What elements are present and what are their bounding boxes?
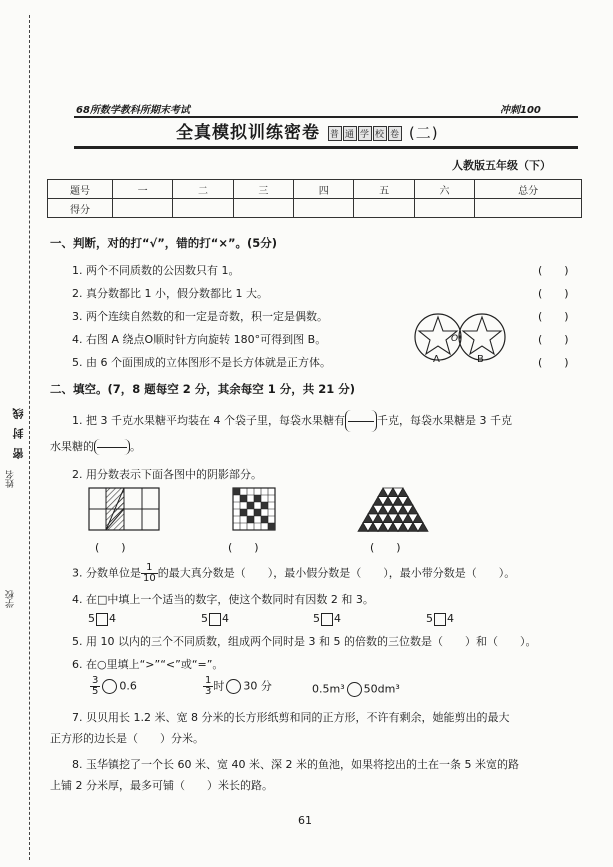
judge-item-2: 2. 真分数都比 1 小，假分数都比 1 大。 (72, 287, 268, 300)
header-cell: 五 (354, 180, 414, 199)
answer-paren-4[interactable]: ( ) (538, 333, 569, 346)
header-rule-bottom (74, 146, 578, 149)
q4-digit: 4 (334, 612, 341, 625)
figure-checker-grid (232, 487, 276, 531)
q4-digit: 4 (109, 612, 116, 625)
header-cell: 四 (294, 180, 354, 199)
q1-answer-frac-1[interactable] (345, 410, 377, 432)
fill-q1-line2 (50, 438, 141, 455)
fill-q2: 2. 用分数表示下面各图中的阴影部分。 (72, 468, 262, 481)
q4-digit: 4 (222, 612, 229, 625)
fill-q4: 4. 在□中填上一个适当的数字，使这个数同时有因数 2 和 3。 (72, 593, 374, 606)
header-cell: 题号 (48, 180, 113, 199)
q4-number-1 (88, 612, 116, 626)
score-cell[interactable] (475, 199, 582, 218)
q6-value-3: 0.5m³ (312, 682, 345, 696)
q6-frac1-den: 5 (92, 686, 99, 697)
figure-triangle-trapezoid (352, 486, 434, 532)
q4-number-3 (313, 612, 341, 626)
q4-box[interactable] (321, 613, 333, 626)
header-cell: 二 (173, 180, 233, 199)
answer-paren-5[interactable]: ( ) (538, 356, 569, 369)
q6-value-2: 30 分 (243, 679, 272, 693)
score-cell[interactable] (294, 199, 354, 218)
score-table-header-row (48, 180, 582, 199)
q6-value-4: 50dm³ (363, 682, 400, 696)
fill-q6: 6. 在○里填上“>”“<”或“=”。 (72, 658, 224, 671)
q4-digit: 5 (201, 612, 208, 625)
q1-answer-frac-2[interactable] (94, 439, 130, 455)
edition-label: 人教版五年级（下） (452, 159, 551, 172)
q1-text-d: 。 (130, 440, 141, 453)
seal-char-2: 封 (12, 428, 25, 439)
title-badge-4: 校 (373, 126, 387, 141)
q3-text-b: 的最大真分数是（ ），最小假分数是（ ），最小带分数是（ ）。 (157, 566, 516, 580)
q2-answer-1[interactable]: ( ) (95, 541, 126, 554)
binding-dashed-line (29, 15, 30, 860)
q3-text-a: 3. 分数单位是 (72, 566, 141, 580)
q3-fraction (141, 563, 158, 584)
q6-frac2-den: 3 (205, 686, 212, 697)
q1-text-c: 水果糖的 (50, 440, 94, 453)
answer-paren-1[interactable]: ( ) (538, 264, 569, 277)
fill-q7-line1: 7. 贝贝用长 1.2 米、宽 8 分米的长方形纸剪和同的正方形，不许有剩余，她能剪出的最大 (72, 711, 510, 724)
header-cell: 一 (113, 180, 173, 199)
q6-frac-1 (90, 676, 100, 697)
q6-frac2-num: 1 (205, 675, 212, 686)
fill-q8-line1: 8. 玉华镇挖了一个长 60 米、宽 40 米、深 2 米的鱼池，如果将挖出的土在一条 5 米宽的路 (72, 758, 519, 771)
score-cell[interactable] (414, 199, 474, 218)
rotating-stars-figure (412, 310, 508, 370)
series-title: 68所数学教科所期末考试 (76, 105, 190, 116)
score-table (47, 179, 582, 218)
seal-char-3: 密 (12, 448, 25, 459)
q6-value-1: 0.6 (119, 679, 137, 693)
header-cell: 六 (414, 180, 474, 199)
q4-digit: 4 (447, 612, 454, 625)
fill-q7-line2: 正方形的边长是（ ）分米。 (50, 732, 204, 745)
q2-answer-3[interactable]: ( ) (370, 541, 401, 554)
q1-text-a: 1. 把 3 千克水果糖平均装在 4 个袋子里，每袋水果糖有 (72, 414, 345, 427)
q4-box[interactable] (96, 613, 108, 626)
section1-heading: 一、判断，对的打“√”，错的打“×”。(5分) (50, 236, 278, 250)
q3-frac-den: 10 (143, 573, 156, 584)
q4-number-2 (201, 612, 229, 626)
section2-heading: 二、填空。(7，8 题每空 2 分，其余每空 1 分，共 21 分) (50, 382, 356, 396)
score-label-cell: 得分 (48, 199, 113, 218)
exam-title-text: 全真模拟训练密卷 (176, 123, 320, 143)
seal-char-1: 线 (12, 408, 25, 419)
judge-item-5: 5. 由 6 个面围成的立体图形不是长方体就是正方体。 (72, 356, 331, 369)
score-cell[interactable] (113, 199, 173, 218)
q6-compare-3 (312, 682, 400, 697)
compare-circle[interactable] (226, 679, 241, 694)
compare-circle[interactable] (347, 682, 362, 697)
q4-digit: 5 (426, 612, 433, 625)
compare-circle[interactable] (102, 679, 117, 694)
q6-compare-2 (203, 676, 272, 697)
answer-paren-2[interactable]: ( ) (538, 287, 569, 300)
score-cell[interactable] (354, 199, 414, 218)
star-label-a: A (433, 354, 440, 365)
judge-item-1: 1. 两个不同质数的公因数只有 1。 (72, 264, 240, 277)
header-cell: 三 (233, 180, 293, 199)
q4-number-4 (426, 612, 454, 626)
title-badge-2: 通 (343, 126, 357, 141)
q2-answer-2[interactable]: ( ) (228, 541, 259, 554)
page-number: 61 (298, 814, 312, 827)
q6-hour-unit: 时 (213, 679, 225, 693)
judge-item-4: 4. 右图 A 绕点O顺时针方向旋转 180°可得到图 B。 (72, 333, 327, 346)
title-number: (二) (408, 124, 439, 142)
q4-digit: 5 (313, 612, 320, 625)
fill-q3 (72, 563, 515, 584)
score-cell[interactable] (173, 199, 233, 218)
star-label-b: B (477, 354, 484, 365)
score-cell[interactable] (233, 199, 293, 218)
q4-box[interactable] (209, 613, 221, 626)
school-label: 学校 (6, 590, 16, 608)
brand-logo: 冲刺100 (500, 105, 541, 116)
star-label-o: O (451, 334, 459, 344)
title-badge-3: 学 (358, 126, 372, 141)
q1-text-b: 千克，每袋水果糖是 3 千克 (376, 414, 512, 427)
fill-q8-line2: 上铺 2 分米厚，最多可铺（ ）米长的路。 (50, 779, 273, 792)
judge-item-3: 3. 两个连续自然数的和一定是奇数，积一定是偶数。 (72, 310, 328, 323)
q6-frac1-num: 3 (92, 675, 99, 686)
name-label: 姓名 (6, 470, 16, 488)
q4-box[interactable] (434, 613, 446, 626)
q6-frac-2 (203, 676, 213, 697)
q3-frac-num: 1 (141, 563, 158, 574)
header-cell: 总分 (475, 180, 582, 199)
title-badge-1: 普 (328, 126, 342, 141)
fill-q5: 5. 用 10 以内的三个不同质数，组成两个同时是 3 和 5 的倍数的三位数是（ ）和（ ）。 (72, 635, 537, 648)
fill-q1-line1 (72, 410, 512, 432)
exam-title (176, 118, 439, 143)
answer-paren-3[interactable]: ( ) (538, 310, 569, 323)
q4-digit: 5 (88, 612, 95, 625)
title-badge-5: 卷 (388, 126, 402, 141)
figure-rectangle-grid (88, 487, 160, 531)
q6-compare-1 (90, 676, 137, 697)
score-table-score-row (48, 199, 582, 218)
